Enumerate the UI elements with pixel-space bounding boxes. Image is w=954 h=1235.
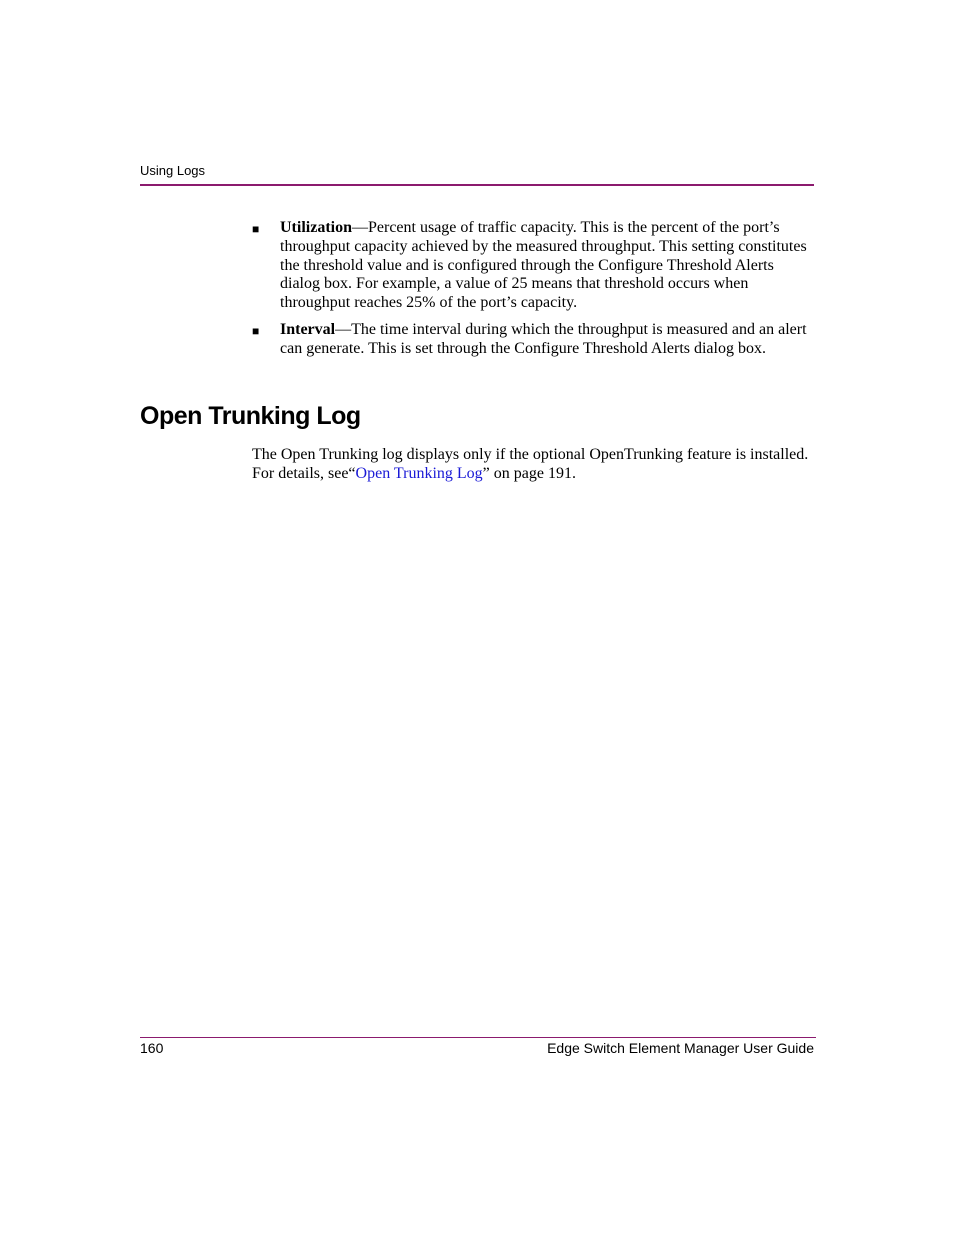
footer-rule	[140, 1037, 816, 1038]
header-rule	[140, 184, 814, 186]
bullet-text	[280, 321, 814, 359]
cross-reference-link[interactable]: Open Trunking Log	[355, 464, 483, 482]
section-heading: Open Trunking Log	[140, 402, 361, 430]
list-item	[252, 219, 814, 313]
bullet-description: —Percent usage of traffic capacity. This is the percent of the port’s throughput capacity achieved by the measured throughput. This setting constitutes the threshold value and is configured through the Configure Threshold Alerts dialog box. For example, a value of 25 means that threshold occurs when throughput reaches 25% of the port’s capacity.	[280, 219, 807, 312]
document-title: Edge Switch Element Manager User Guide	[547, 1040, 814, 1056]
paragraph-text-after: ” on page 191.	[482, 464, 576, 482]
bullet-text	[280, 219, 814, 313]
bullet-term: Utilization	[280, 219, 352, 236]
bullet-square-icon: ■	[252, 323, 260, 338]
bullet-square-icon: ■	[252, 222, 260, 236]
paragraph-text-before: The Open Trunking log displays only if the optional OpenTrunking feature is installed. For details, see“	[252, 446, 809, 482]
bullet-list	[252, 219, 814, 367]
header-section-label: Using Logs	[140, 163, 206, 178]
bullet-description: —The time interval during which the throughput is measured and an alert can generate. This is set through the Configure Threshold Alerts dialog box.	[280, 320, 807, 357]
section-paragraph	[252, 446, 814, 484]
page-number: 160	[140, 1040, 164, 1056]
bullet-term: Interval	[280, 320, 336, 338]
list-item	[252, 321, 814, 359]
